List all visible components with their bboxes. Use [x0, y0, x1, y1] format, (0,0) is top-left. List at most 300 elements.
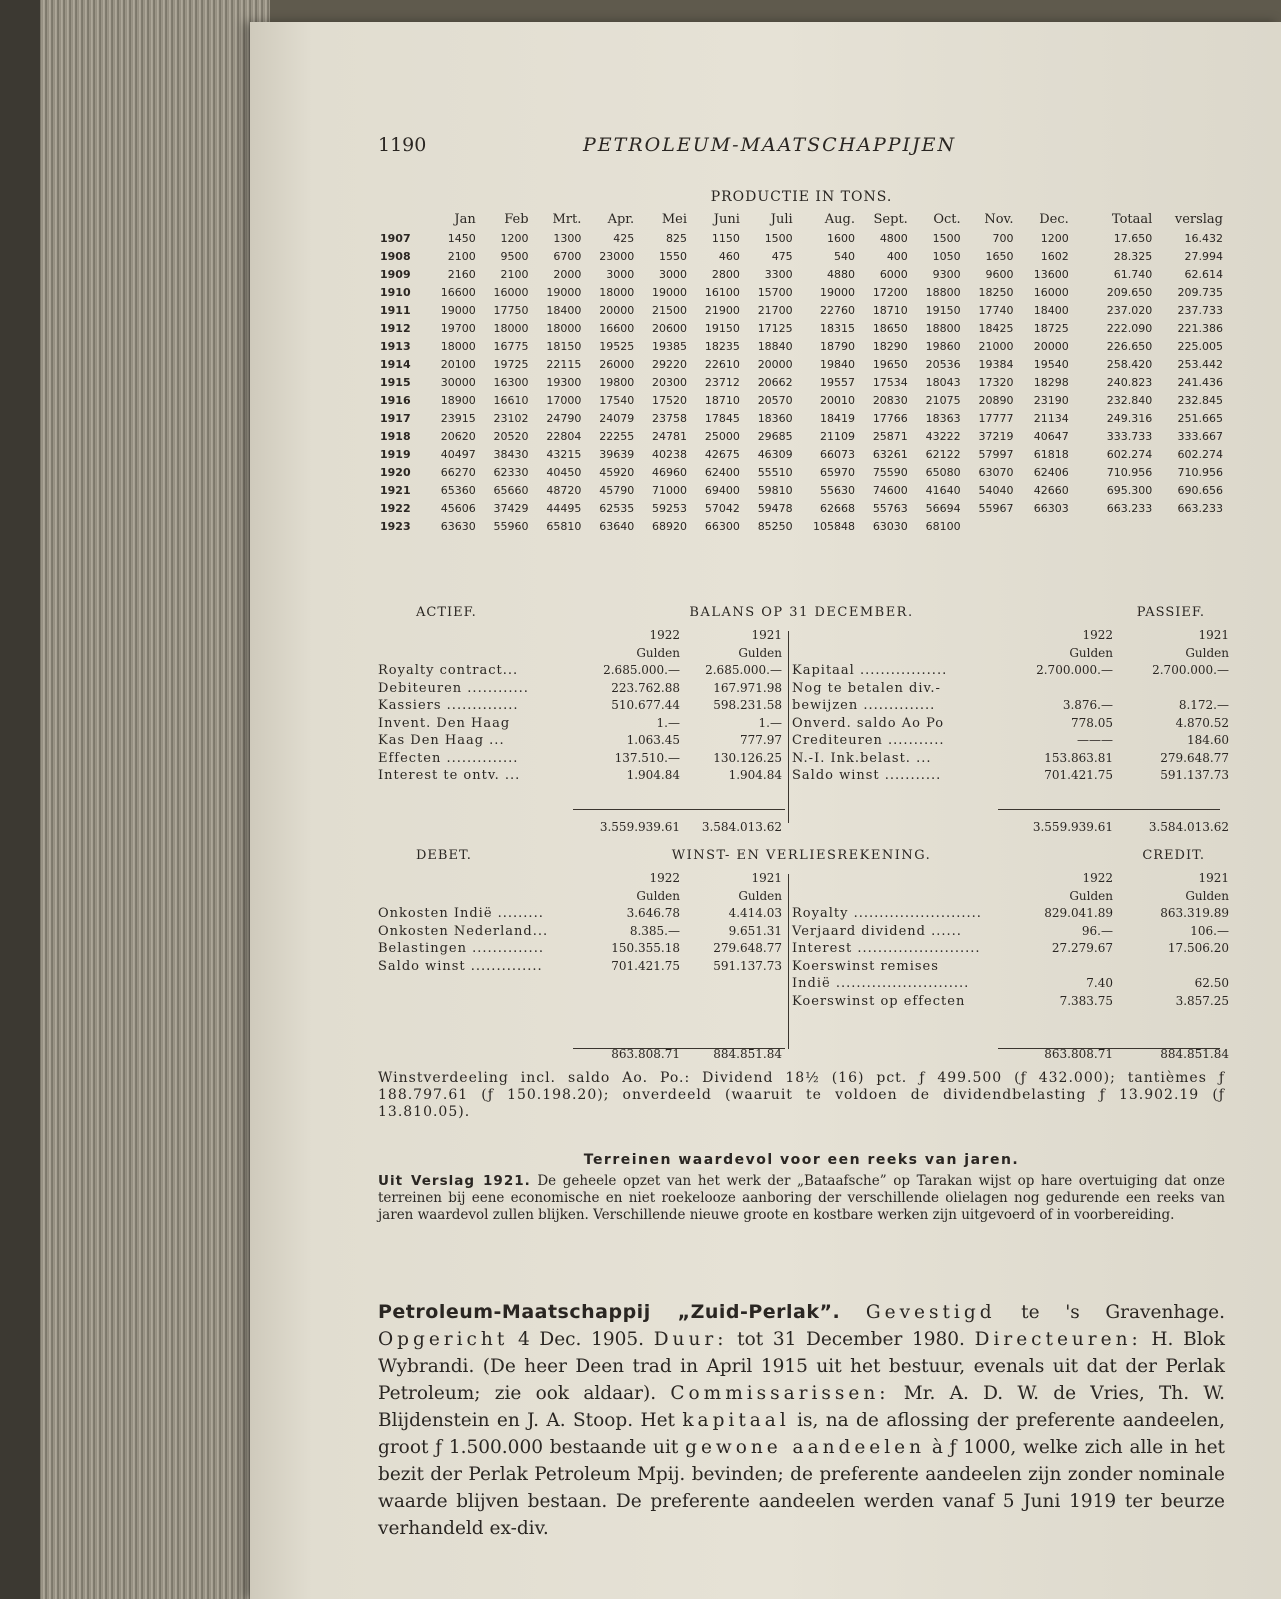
value-cell: 46309	[757, 447, 793, 461]
keyword-duur: Duur:	[653, 1329, 728, 1350]
value-cell: 249.316	[1106, 411, 1153, 425]
value-cell: 20010	[819, 393, 855, 407]
ledger-label: Effecten ..............	[378, 750, 519, 766]
value-cell: 1600	[826, 231, 855, 245]
unit-label: Gulden	[1185, 645, 1229, 660]
value-cell: 19860	[925, 339, 961, 353]
value-cell: 24790	[546, 411, 582, 425]
value-cell: 17750	[493, 303, 529, 317]
value-cell: 16.432	[1184, 231, 1223, 245]
value-cell: 19840	[819, 357, 855, 371]
year-1922: 1922	[649, 871, 680, 885]
value-cell: 43222	[925, 429, 961, 443]
pnl-totals	[378, 1046, 1229, 1066]
production-row	[378, 229, 1225, 247]
value-cell: 18000	[546, 321, 582, 335]
value-cell: 663.233	[1106, 501, 1153, 515]
month-column-header: Oct.	[933, 212, 961, 227]
ledger-row	[378, 767, 782, 785]
value-cell: 4800	[879, 231, 908, 245]
amount-1922: 3.646.78	[626, 906, 680, 920]
credit-title: CREDIT.	[1142, 848, 1205, 863]
value-cell: 22804	[546, 429, 582, 443]
book-page-edges	[0, 0, 270, 1599]
value-cell: 16100	[704, 285, 740, 299]
value-cell: 62122	[925, 447, 961, 461]
production-row	[378, 337, 1225, 355]
value-cell: 1150	[711, 231, 740, 245]
amount-1921: 106.—	[1190, 923, 1229, 938]
value-cell: 333.667	[1177, 429, 1223, 443]
balance-totals	[378, 819, 1229, 839]
value-cell: 62330	[493, 465, 529, 479]
value-cell: 17125	[757, 321, 793, 335]
ledger-label: Verjaard dividend ......	[792, 923, 962, 939]
value-cell: 3000	[606, 267, 635, 281]
amount-1921: 279.648.77	[713, 941, 782, 955]
value-cell: 602.274	[1106, 447, 1153, 461]
pnl-body	[378, 870, 1229, 1028]
value-cell: 45920	[599, 465, 635, 479]
value-cell: 18360	[757, 411, 793, 425]
value-cell: 209.735	[1177, 285, 1223, 299]
verslag-lead: Uit Verslag 1921.	[378, 1173, 531, 1189]
month-column-header: verslag	[1174, 212, 1223, 227]
amount-1922: 153.863.81	[1044, 750, 1113, 765]
value-cell: 2160	[447, 267, 476, 281]
value-cell: 18298	[1033, 375, 1069, 389]
ledger-row	[792, 750, 1229, 768]
profit-loss-account	[378, 848, 1229, 1066]
amount-1921: 279.648.77	[1160, 750, 1229, 765]
value-cell: 2100	[447, 249, 476, 263]
value-cell: 18400	[546, 303, 582, 317]
year-cell: 1921	[380, 483, 411, 497]
amount-1922: 7.383.75	[1059, 993, 1113, 1008]
value-cell: 28.325	[1113, 249, 1153, 263]
value-cell: 18800	[925, 321, 961, 335]
value-cell: 63640	[599, 519, 635, 533]
keyword-gewone-aandeelen: gewone aandeelen	[685, 1437, 926, 1458]
value-cell: 232.845	[1177, 393, 1223, 407]
value-cell: 40647	[1033, 429, 1069, 443]
value-cell: 59253	[652, 501, 688, 515]
amount-1922: 1.—	[656, 715, 680, 730]
balance-body	[378, 627, 1229, 819]
ledger-label: Onkosten Indië .........	[378, 906, 544, 921]
year-cell: 1909	[380, 267, 411, 281]
year-cell: 1917	[380, 411, 411, 425]
value-cell: 9300	[932, 267, 961, 281]
keyword-gevestigd: Gevestigd	[865, 1302, 996, 1323]
value-cell: 48720	[546, 483, 582, 497]
verslag-text: De geheele opzet van het werk der „Bataafsche” op Tarakan wijst op hare overtuiging dat onze terreinen bij eene economische en niet roekelooze aanboring der verschillende olielagen nog gedurende een reeks van jaren waardevol zullen blijken. Verschillende nieuwe groote en kostbare werken zijn uitgevoerd of in voorbereiding.	[378, 1173, 1225, 1223]
column-divider	[788, 874, 789, 1049]
amount-1922: 1.063.45	[626, 733, 680, 747]
ledger-label: Saldo winst ..............	[378, 958, 543, 974]
year-cell: 1923	[380, 519, 411, 533]
value-cell: 258.420	[1106, 357, 1153, 371]
total-actief-1921: 3.584.013.62	[701, 820, 782, 834]
value-cell: 222.090	[1106, 321, 1153, 335]
value-cell: 45606	[440, 501, 476, 515]
amount-1922: 829.041.89	[1044, 906, 1113, 920]
value-cell: 20536	[925, 357, 961, 371]
value-cell: 9500	[500, 249, 529, 263]
value-cell: 68100	[925, 519, 961, 533]
value-cell: 65080	[925, 465, 961, 479]
ledger-label: Koerswinst remises	[792, 958, 939, 974]
value-cell: 19800	[599, 375, 635, 389]
value-cell: 16600	[599, 321, 635, 335]
year-1922: 1922	[1082, 628, 1113, 642]
running-title: PETROLEUM-MAATSCHAPPIJEN	[583, 134, 957, 156]
year-cell: 1912	[380, 321, 411, 335]
production-body	[378, 229, 1225, 535]
value-cell: 38430	[493, 447, 529, 461]
value-cell: 61818	[1033, 447, 1069, 461]
passief-column	[792, 627, 1229, 785]
ledger-label: bewijzen ..............	[792, 698, 936, 713]
ledger-row	[378, 905, 782, 923]
keyword-kapitaal: kapitaal	[682, 1410, 790, 1431]
amount-1922: 8.385.—	[629, 923, 680, 938]
value-cell: 16300	[493, 375, 529, 389]
value-cell: 17777	[978, 411, 1014, 425]
ledger-label: Kassiers ..............	[378, 698, 519, 713]
value-cell: 27.994	[1184, 249, 1223, 263]
amount-1922: 701.421.75	[611, 958, 680, 973]
amount-1922: 701.421.75	[1044, 768, 1113, 782]
month-column-header: Nov.	[984, 212, 1014, 227]
ledger-row	[792, 923, 1229, 941]
amount-1921: 17.506.20	[1167, 941, 1229, 955]
amount-1922: ———	[1077, 733, 1113, 747]
value-cell: 16600	[440, 285, 476, 299]
value-cell: 1300	[553, 231, 582, 245]
value-cell: 425	[613, 231, 635, 245]
value-cell: 232.840	[1106, 393, 1153, 407]
book-spine-shadow	[0, 0, 40, 1599]
value-cell: 253.442	[1177, 357, 1223, 371]
balance-sheet	[378, 605, 1229, 839]
amount-1922: 2.685.000.—	[603, 663, 680, 677]
year-cell: 1914	[380, 357, 411, 371]
value-cell: 19300	[546, 375, 582, 389]
value-cell: 18650	[872, 321, 908, 335]
ledger-row	[378, 715, 782, 733]
ledger-label: Kapitaal .................	[792, 663, 948, 678]
ledger-row	[378, 697, 782, 715]
ledger-row	[378, 680, 782, 698]
value-cell: 39639	[599, 447, 635, 461]
value-cell: 3300	[764, 267, 793, 281]
debet-rows	[378, 905, 782, 975]
value-cell: 43215	[546, 447, 582, 461]
value-cell: 65810	[546, 519, 582, 533]
passief-rows	[792, 662, 1229, 785]
ledger-label: Saldo winst ...........	[792, 768, 942, 783]
value-cell: 21134	[1033, 411, 1069, 425]
amount-1921: 591.137.73	[1160, 768, 1229, 782]
value-cell: 400	[886, 249, 908, 263]
amount-1921: 8.172.—	[1178, 698, 1229, 712]
value-cell: 475	[771, 249, 793, 263]
unit-label: Gulden	[636, 645, 680, 660]
verslag-paragraph	[378, 1173, 1225, 1224]
value-cell: 19000	[652, 285, 688, 299]
value-cell: 18400	[1033, 303, 1069, 317]
value-cell: 66300	[704, 519, 740, 533]
month-column-header: Feb	[504, 212, 529, 227]
production-row	[378, 301, 1225, 319]
opgericht-text: 4 Dec. 1905.	[517, 1329, 645, 1350]
ledger-label: Kas Den Haag ...	[378, 733, 505, 748]
value-cell: 4880	[826, 267, 855, 281]
value-cell: 663.233	[1177, 501, 1223, 515]
amount-1921: 184.60	[1187, 733, 1229, 747]
value-cell: 540	[833, 249, 855, 263]
value-cell: 240.823	[1106, 375, 1153, 389]
value-cell: 17540	[599, 393, 635, 407]
year-cell: 1919	[380, 447, 411, 461]
value-cell: 44495	[546, 501, 582, 515]
value-cell: 18840	[757, 339, 793, 353]
value-cell: 25871	[872, 429, 908, 443]
year-1921: 1921	[751, 871, 782, 885]
amount-1921: 9.651.31	[728, 923, 782, 938]
value-cell: 85250	[757, 519, 793, 533]
value-cell: 18425	[978, 321, 1014, 335]
balance-title: BALANS OP 31 DECEMBER.	[689, 605, 914, 620]
value-cell: 20620	[440, 429, 476, 443]
value-cell: 23712	[704, 375, 740, 389]
value-cell: 18250	[978, 285, 1014, 299]
production-row	[378, 499, 1225, 517]
amount-1921: 2.685.000.—	[705, 663, 782, 677]
value-cell: 66270	[440, 465, 476, 479]
production-table	[378, 212, 1225, 535]
value-cell: 18315	[819, 321, 855, 335]
production-row	[378, 481, 1225, 499]
value-cell: 62406	[1033, 465, 1069, 479]
credit-rows	[792, 905, 1229, 1010]
production-row	[378, 265, 1225, 283]
duur-text: tot 31 December 1980.	[737, 1329, 965, 1350]
value-cell: 65660	[493, 483, 529, 497]
value-cell: 17845	[704, 411, 740, 425]
value-cell: 710.956	[1106, 465, 1153, 479]
value-cell: 241.436	[1177, 375, 1223, 389]
value-cell	[1015, 517, 1077, 535]
value-cell: 69400	[704, 483, 740, 497]
ledger-label: Debiteuren ............	[378, 680, 529, 696]
value-cell: 333.733	[1106, 429, 1153, 443]
unit-label: Gulden	[1185, 888, 1229, 903]
value-cell: 237.020	[1106, 303, 1153, 317]
production-row	[378, 319, 1225, 337]
value-cell: 65970	[819, 465, 855, 479]
value-cell: 57042	[704, 501, 740, 515]
terreinen-title: Terreinen waardevol voor een reeks van jaren.	[583, 1152, 1020, 1168]
amount-1921: 1.904.84	[728, 768, 782, 782]
value-cell: 19650	[872, 357, 908, 371]
value-cell: 22115	[546, 357, 582, 371]
value-cell: 66303	[1033, 501, 1069, 515]
value-cell: 16610	[493, 393, 529, 407]
value-cell: 21109	[819, 429, 855, 443]
year-cell: 1916	[380, 393, 411, 407]
actief-rows	[378, 662, 782, 785]
keyword-opgericht: Opgericht	[378, 1329, 509, 1350]
value-cell: 20520	[493, 429, 529, 443]
value-cell: 55960	[493, 519, 529, 533]
unit-label: Gulden	[738, 645, 782, 660]
unit-label: Gulden	[1069, 888, 1113, 903]
value-cell: 18710	[704, 393, 740, 407]
book-page	[250, 22, 1281, 1599]
value-cell: 22760	[819, 303, 855, 317]
value-cell: 9600	[985, 267, 1014, 281]
value-cell: 700	[992, 231, 1014, 245]
value-cell: 18790	[819, 339, 855, 353]
value-cell: 17534	[872, 375, 908, 389]
value-cell: 19700	[440, 321, 476, 335]
amount-1922: 96.—	[1081, 923, 1113, 938]
amount-1922: 27.279.67	[1051, 941, 1113, 955]
value-cell: 1650	[985, 249, 1014, 263]
total-passief-1922: 3.559.939.61	[1032, 820, 1113, 834]
value-cell: 62668	[819, 501, 855, 515]
value-cell: 42660	[1033, 483, 1069, 497]
production-header-row	[378, 212, 1225, 229]
unit-label: Gulden	[738, 888, 782, 903]
amount-1921: 591.137.73	[713, 958, 782, 973]
ledger-label: Invent. Den Haag	[378, 715, 511, 731]
value-cell: 17200	[872, 285, 908, 299]
ledger-label: Royalty .........................	[792, 906, 982, 921]
value-cell: 1200	[500, 231, 529, 245]
value-cell: 602.274	[1177, 447, 1223, 461]
value-cell: 20000	[757, 357, 793, 371]
value-cell: 68920	[652, 519, 688, 533]
month-column-header: Mei	[661, 212, 688, 227]
month-column-header: Apr.	[607, 212, 635, 227]
value-cell: 37219	[978, 429, 1014, 443]
amount-1922: 510.677.44	[611, 698, 680, 712]
ledger-row	[792, 905, 1229, 923]
month-column-header: Mrt.	[552, 212, 582, 227]
kapitaal-text: is, na de aflossing der preferente aandeelen, groot ƒ 1.500.000 bestaande uit	[378, 1410, 1225, 1458]
value-cell: 1200	[1040, 231, 1069, 245]
value-cell: 66073	[819, 447, 855, 461]
value-cell: 40450	[546, 465, 582, 479]
amount-1921: 777.97	[740, 733, 782, 747]
value-cell: 17000	[546, 393, 582, 407]
value-cell: 23758	[652, 411, 688, 425]
ledger-row	[792, 732, 1229, 750]
ledger-label: Interest te ontv. ...	[378, 768, 521, 783]
ledger-label: Royalty contract...	[378, 663, 519, 678]
value-cell: 41640	[925, 483, 961, 497]
unit-label: Gulden	[636, 888, 680, 903]
value-cell: 690.656	[1177, 483, 1223, 497]
debet-title: DEBET.	[416, 848, 472, 863]
ledger-row	[378, 923, 782, 941]
production-title: PRODUCTIE IN TONS.	[710, 189, 893, 205]
ledger-label: Koerswinst op effecten	[792, 993, 966, 1009]
value-cell: 24781	[652, 429, 688, 443]
value-cell: 710.956	[1177, 465, 1223, 479]
value-cell: 1500	[932, 231, 961, 245]
winstverdeeling-note: Winstverdeeling incl. saldo Ao. Po.: Dividend 18½ (16) pct. ƒ 499.500 (ƒ 432.000); tantièmes ƒ 188.797.61 (ƒ 150.198.20); onverdeeld (waaruit te voldoen de dividendbelasting ƒ 13.902.19 (ƒ 13.810.05).	[378, 1070, 1225, 1120]
value-cell: 18710	[872, 303, 908, 317]
value-cell: 55630	[819, 483, 855, 497]
value-cell: 15700	[757, 285, 793, 299]
value-cell: 1602	[1040, 249, 1069, 263]
value-cell: 29220	[652, 357, 688, 371]
debet-column	[378, 870, 782, 975]
value-cell: 23915	[440, 411, 476, 425]
value-cell: 61.740	[1113, 267, 1153, 281]
month-column-header: Jan	[454, 212, 476, 227]
ledger-row	[792, 715, 1229, 733]
ledger-label: Onkosten Nederland...	[378, 923, 549, 939]
ledger-label: Nog te betalen div.-	[792, 680, 941, 696]
unit-label: Gulden	[1069, 645, 1113, 660]
value-cell: 55510	[757, 465, 793, 479]
amount-1921: 1.—	[758, 715, 782, 730]
value-cell: 59478	[757, 501, 793, 515]
value-cell: 23102	[493, 411, 529, 425]
commissarissen-text: Mr. A. D. W. de Vries, Th. W. Blijdenstein en J. A. Stoop. Het	[378, 1383, 1225, 1431]
value-cell: 17520	[652, 393, 688, 407]
year-column-header	[378, 212, 425, 229]
value-cell: 18363	[925, 411, 961, 425]
page-number: 1190	[378, 134, 427, 156]
value-cell: 19557	[819, 375, 855, 389]
ledger-row	[792, 975, 1229, 993]
amount-1921: 4.414.03	[728, 906, 782, 920]
value-cell: 19384	[978, 357, 1014, 371]
ledger-label: Interest ........................	[792, 941, 981, 956]
value-cell: 3000	[659, 267, 688, 281]
value-cell: 225.005	[1177, 339, 1223, 353]
value-cell: 18043	[925, 375, 961, 389]
value-cell: 19540	[1033, 357, 1069, 371]
value-cell: 20890	[978, 393, 1014, 407]
year-1921: 1921	[1198, 871, 1229, 885]
total-credit-1921: 884.851.84	[1160, 1047, 1229, 1061]
amount-1922: 2.700.000.—	[1036, 663, 1113, 677]
value-cell: 18290	[872, 339, 908, 353]
year-1922: 1922	[1082, 871, 1113, 885]
amount-1922: 223.762.88	[611, 680, 680, 695]
year-1921: 1921	[1198, 628, 1229, 642]
value-cell: 18900	[440, 393, 476, 407]
amount-1922: 137.510.—	[614, 750, 680, 765]
value-cell: 20300	[652, 375, 688, 389]
production-row	[378, 391, 1225, 409]
value-cell: 460	[718, 249, 740, 263]
value-cell: 21900	[704, 303, 740, 317]
actief-title: ACTIEF.	[416, 605, 477, 620]
value-cell: 18000	[493, 321, 529, 335]
month-column-header: Juni	[713, 212, 740, 227]
value-cell: 2000	[553, 267, 582, 281]
value-cell: 22255	[599, 429, 635, 443]
pnl-title: WINST- EN VERLIESREKENING.	[671, 848, 932, 863]
